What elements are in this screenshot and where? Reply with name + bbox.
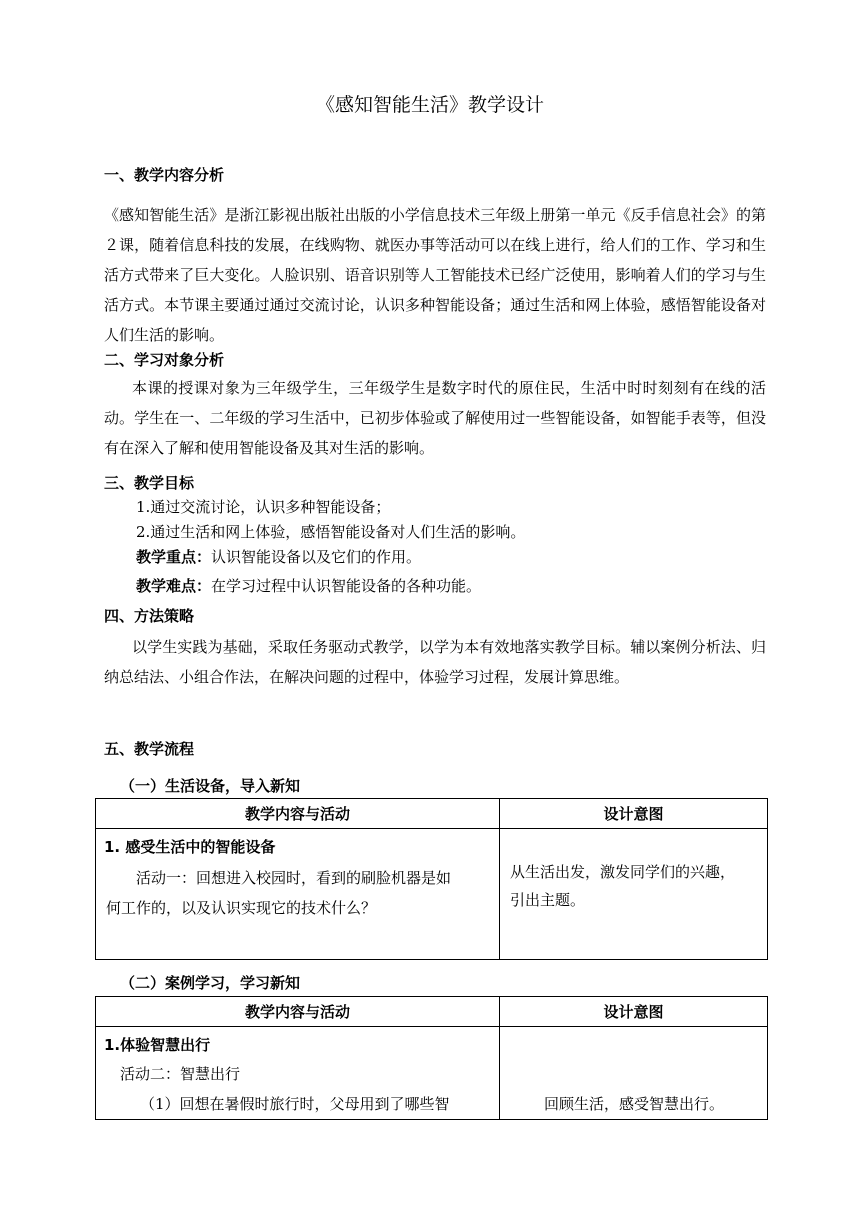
subheading-part2: （二）案例学习，学习新知 xyxy=(120,974,301,992)
process-table-1 xyxy=(95,798,768,960)
heading-teaching-goals: 三、教学目标 xyxy=(104,474,195,492)
difficult-point-text: 在学习过程中认识智能设备的各种功能。 xyxy=(211,577,482,595)
table2-activity-cell xyxy=(96,1027,500,1120)
table1-activity-line2: 何工作的，以及认识实现它的技术什么？ xyxy=(106,899,377,917)
table1-intent-line1: 从生活出发，激发同学们的兴趣， xyxy=(510,863,736,881)
table2-header-activities: 教学内容与活动 xyxy=(96,997,500,1027)
table2-activity-title: 活动二：智慧出行 xyxy=(120,1065,241,1083)
table1-intent-line2: 引出主题。 xyxy=(510,891,586,909)
method-strategy-text: 以学生实践为基础，采取任务驱动式教学，以学为本有效地落实教学目标。辅以案例分析法、归纳总结法、小组合作法，在解决问题的过程中，体验学习过程，发展计算思维。 xyxy=(104,638,766,686)
key-point xyxy=(136,546,421,567)
table1-intent-cell xyxy=(500,829,768,960)
table1-header-intent: 设计意图 xyxy=(500,799,768,829)
document-title: 《感知智能生活》教学设计 xyxy=(315,94,544,116)
table1-activity-line1: 活动一：回想进入校园时，看到的刷脸机器是如 xyxy=(136,869,452,887)
table1-header-activities: 教学内容与活动 xyxy=(96,799,500,829)
goal-item-2: 2.通过生活和网上体验，感悟智能设备对人们生活的影响。 xyxy=(136,523,526,541)
learner-analysis-text: 本课的授课对象为三年级学生，三年级学生是数字时代的原住民，生活中时时刻刻有在线的活动。学生在一、二年级的学习生活中，已初步体验或了解使用过一些智能设备，如智能手表等，但没有在深入了解和使用智能设备及其对生活的影响。 xyxy=(104,379,766,457)
subheading-part1: （一）生活设备，导入新知 xyxy=(120,777,301,795)
process-table-2 xyxy=(95,996,768,1120)
table1-item-title: 1. 感受生活中的智能设备 xyxy=(104,838,276,856)
difficult-point xyxy=(136,575,481,596)
key-point-label: 教学重点： xyxy=(136,548,212,566)
key-point-text: 认识智能设备以及它们的作用。 xyxy=(211,548,422,566)
heading-method-strategy: 四、方法策略 xyxy=(104,607,195,625)
table2-intent-cell xyxy=(500,1027,768,1120)
table2-intent-text: 回顾生活，感受智慧出行。 xyxy=(544,1095,725,1113)
table2-item-title: 1.体验智慧出行 xyxy=(104,1036,211,1054)
difficult-point-label: 教学难点： xyxy=(136,577,212,595)
heading-learner-analysis: 二、学习对象分析 xyxy=(104,351,225,369)
table2-activity-line1: （1）回想在暑假时旅行时，父母用到了哪些智 xyxy=(140,1095,450,1113)
table2-header-intent: 设计意图 xyxy=(500,997,768,1027)
content-analysis-text: 《感知智能生活》是浙江影视出版社出版的小学信息技术三年级上册第一单元《反手信息社会》的第２课，随着信息科技的发展，在线购物、就医办事等活动可以在线上进行，给人们的工作、学习和生活方式带来了巨大变化。人脸识别、语音识别等人工智能技术已经广泛使用，影响着人们的学习与生活方式。本节课主要通过通过交流讨论，认识多种智能设备；通过生活和网上体验，感悟智能设备对人们生活的影响。 xyxy=(104,206,766,344)
heading-content-analysis: 一、教学内容分析 xyxy=(104,166,225,184)
goal-item-1: 1.通过交流讨论，认识多种智能设备； xyxy=(136,498,391,516)
table1-activity-cell xyxy=(96,829,500,960)
heading-teaching-process: 五、教学流程 xyxy=(104,740,195,758)
